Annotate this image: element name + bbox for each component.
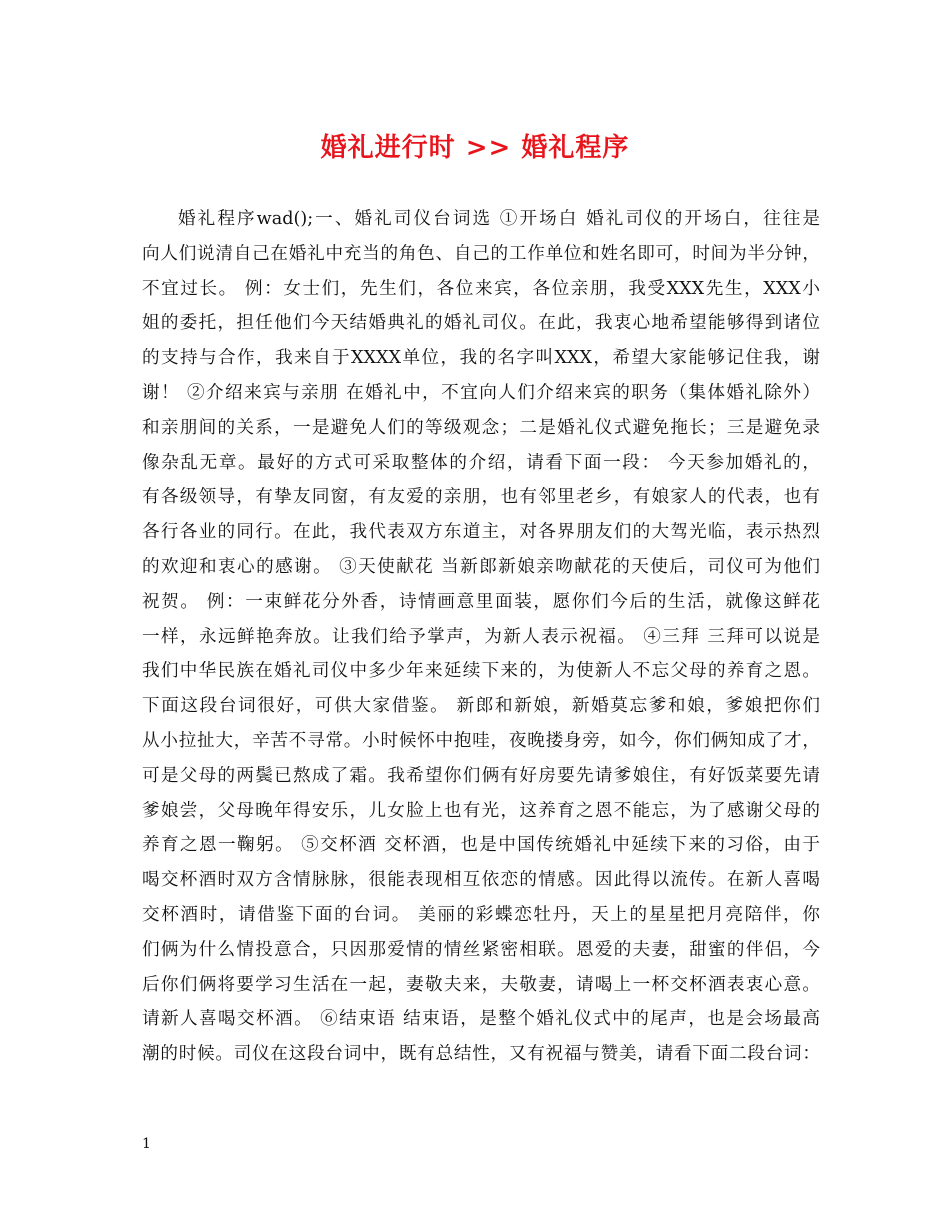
text-line: 祝贺。 例：一束鲜花分外香，诗情画意里面装，愿你们今后的生活，就像这鲜花 (142, 591, 820, 612)
text-line: 喝交杯酒时双方含情脉脉，很能表现相互依恋的情感。因此得以流传。在新人喜喝 (142, 870, 820, 891)
text-line: 不宜过长。 例：女士们，先生们，各位来宾，各位亲朋，我受XXX先生，XXX小 (142, 278, 820, 299)
text-line: 谢！ ②介绍来宾与亲朋 在婚礼中，不宜向人们介绍来宾的职务（集体婚礼除外） (142, 382, 820, 403)
page-title: 婚礼进行时 >> 婚礼程序 (320, 133, 630, 163)
text-line: 可是父母的两鬓已熬成了霜。我希望你们俩有好房要先请爹娘住，有好饭菜要先请 (142, 765, 820, 786)
text-line: 的欢迎和衷心的感谢。 ③天使献花 当新郎新娘亲吻献花的天使后，司仪可为他们 (142, 556, 820, 577)
text-line: 有各级领导，有挚友同窗，有友爱的亲朋，也有邻里老乡，有娘家人的代表，也有 (142, 487, 820, 508)
text-line: 和亲朋间的关系，一是避免人们的等级观念；二是婚礼仪式避免拖长；三是避免录 (142, 417, 820, 438)
text-line: 爹娘尝，父母晚年得安乐，儿女脸上也有光，这养育之恩不能忘，为了感谢父母的 (142, 800, 820, 821)
text-line: 潮的时候。司仪在这段台词中，既有总结性，又有祝福与赞美，请看下面二段台词： (142, 1044, 820, 1065)
body-paragraph (142, 202, 820, 1072)
text-line: 的支持与合作，我来自于XXXX单位，我的名字叫XXX，希望大家能够记住我，谢 (142, 348, 820, 369)
text-line: 一样，永远鲜艳奔放。让我们给予掌声，为新人表示祝福。 ④三拜 三拜可以说是 (142, 626, 820, 647)
text-line: 我们中华民族在婚礼司仪中多少年来延续下来的，为使新人不忘父母的养育之恩。 (142, 661, 820, 682)
text-line: 们俩为什么情投意合，只因那爱情的情丝紧密相联。恩爱的夫妻，甜蜜的伴侣，今 (142, 939, 820, 960)
text-line: 姐的委托，担任他们今天结婚典礼的婚礼司仪。在此，我衷心地希望能够得到诸位 (142, 313, 820, 334)
text-line: 后你们俩将要学习生活在一起，妻敬夫来，夫敬妻，请喝上一杯交杯酒表衷心意。 (142, 974, 820, 995)
text-line: 请新人喜喝交杯酒。 ⑥结束语 结束语，是整个婚礼仪式中的尾声，也是会场最高 (142, 1009, 820, 1030)
text-line: 婚礼程序wad();一、婚礼司仪台词选 ①开场白 婚礼司仪的开场白，往往是 (178, 209, 820, 229)
text-line: 各行各业的同行。在此，我代表双方东道主，对各界朋友们的大驾光临，表示热烈 (142, 522, 820, 543)
text-line: 向人们说清自己在婚礼中充当的角色、自己的工作单位和姓名即可，时间为半分钟， (142, 243, 820, 264)
text-line: 养育之恩一鞠躬。 ⑤交杯酒 交杯酒，也是中国传统婚礼中延续下来的习俗，由于 (142, 835, 820, 856)
text-line: 交杯酒时，请借鉴下面的台词。 美丽的彩蝶恋牡丹，天上的星星把月亮陪伴，你 (142, 904, 820, 925)
page-number: 1 (142, 1136, 151, 1152)
text-line: 像杂乱无章。最好的方式可采取整体的介绍，请看下面一段： 今天参加婚礼的， (142, 452, 820, 473)
text-line: 下面这段台词很好，可供大家借鉴。 新郎和新娘，新婚莫忘爹和娘，爹娘把你们 (142, 696, 820, 717)
text-line: 从小拉扯大，辛苦不寻常。小时候怀中抱哇，夜晚搂身旁，如今，你们俩知成了才， (142, 730, 820, 751)
